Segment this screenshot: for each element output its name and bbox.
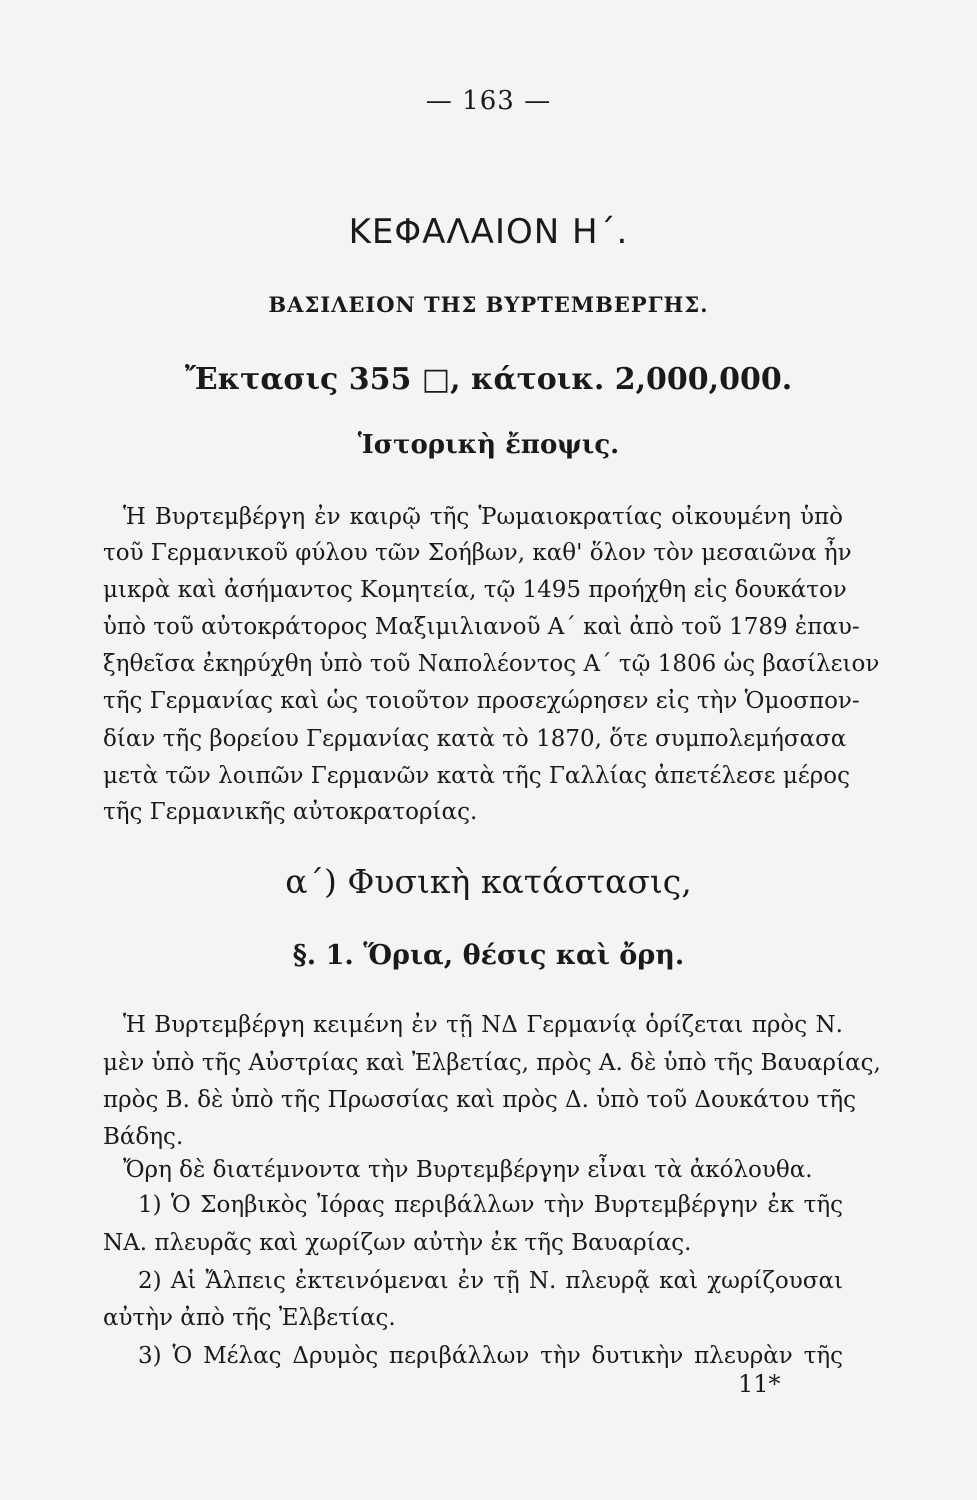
mountains-item-line: αὐτὴν ἀπὸ τῆς Ἐλβετίας. — [103, 1305, 396, 1331]
history-line: μετὰ τῶν λοιπῶν Γερμανῶν κατὰ τῆς Γαλλίας ἀπετέλεσε μέρος — [103, 763, 851, 789]
borders-line: Ἡ Βυρτεμβέργη κειμένη ἐν τῇ ΝΔ Γερμανίᾳ ὁρίζεται πρὸς Ν. — [123, 1012, 843, 1038]
signature-mark: 11* — [738, 1370, 781, 1398]
history-line: μικρὰ καὶ ἀσήμαντος Κομητεία, τῷ 1495 προήχθη εἰς δουκάτον — [103, 577, 847, 603]
kingdom-title: ΒΑΣΙΛΕΙΟΝ ΤΗΣ ΒΥΡΤΕΜΒΕΡΓΗΣ. — [268, 292, 709, 317]
history-line: Ἡ Βυρτεμβέργη ἐν καιρῷ τῆς Ῥωμαιοκρατίας οἰκουμένη ὑπὸ — [123, 504, 843, 530]
history-line: τῆς Γερμανίας καὶ ὡς τοιοῦτον προσεχώρησεν εἰς τὴν Ὁμοσπον- — [103, 688, 860, 714]
mountains-item-line: ΝΑ. πλευρᾶς καὶ χωρίζων αὐτὴν ἐκ τῆς Βαυαρίας. — [103, 1230, 692, 1256]
section-a-heading: α΄) Φυσικὴ κατάστασις, — [285, 862, 692, 901]
chapter-title: ΚΕΦΑΛΑΙΟΝ Η΄. — [348, 212, 629, 252]
history-line: ὑπὸ τοῦ αὐτοκράτορος Μαξιμιλιανοῦ Α΄ καὶ ἀπὸ τοῦ 1789 ἐπαυ- — [103, 614, 860, 640]
section-1-heading: §. 1. Ὅρια, θέσις καὶ ὄρη. — [292, 940, 685, 971]
history-line: δίαν τῆς βορείου Γερμανίας κατὰ τὸ 1870, ὅτε συμπολεμήσασα — [103, 726, 847, 752]
mountains-item-line: 1) Ὁ Σοηβικὸς Ἰόρας περιβάλλων τὴν Βυρτεμβέργην ἐκ τῆς — [138, 1192, 843, 1218]
history-line: τῆς Γερμανικῆς αὐτοκρατορίας. — [103, 799, 478, 825]
history-line: τοῦ Γερμανικοῦ φύλου τῶν Σοήβων, καθ' ὅλον τὸν μεσαιῶνα ἦν — [103, 540, 852, 566]
history-heading: Ἱστορικὴ ἔποψις. — [357, 430, 620, 460]
borders-line: μὲν ὑπὸ τῆς Αὐστρίας καὶ Ἐλβετίας, πρὸς Α. δὲ ὑπὸ τῆς Βαυαρίας, — [103, 1050, 881, 1076]
mountains-intro: Ὄρη δὲ διατέμνοντα τὴν Βυρτεμβέργην εἶναι τὰ ἀκόλουθα. — [123, 1157, 813, 1183]
mountains-item-line: 3) Ὁ Μέλας Δρυμὸς περιβάλλων τὴν δυτικὴν πλευρὰν τῆς — [138, 1343, 843, 1369]
borders-line: πρὸς Β. δὲ ὑπὸ τῆς Πρωσσίας καὶ πρὸς Δ. ὑπὸ τοῦ Δουκάτου τῆς — [103, 1087, 856, 1113]
page-number: — 163 — — [425, 86, 552, 116]
area-population-line: Ἔκτασις 355 □, κάτοικ. 2,000,000. — [184, 362, 793, 397]
borders-line: Βάδης. — [103, 1124, 184, 1150]
history-line: ξηθεῖσα ἐκηρύχθη ὑπὸ τοῦ Ναπολέοντος Α΄ τῷ 1806 ὡς βασίλειον — [103, 651, 880, 677]
mountains-item-line: 2) Αἱ Ἄλπεις ἐκτεινόμεναι ἐν τῇ Ν. πλευρᾷ καὶ χωρίζουσαι — [138, 1268, 843, 1294]
